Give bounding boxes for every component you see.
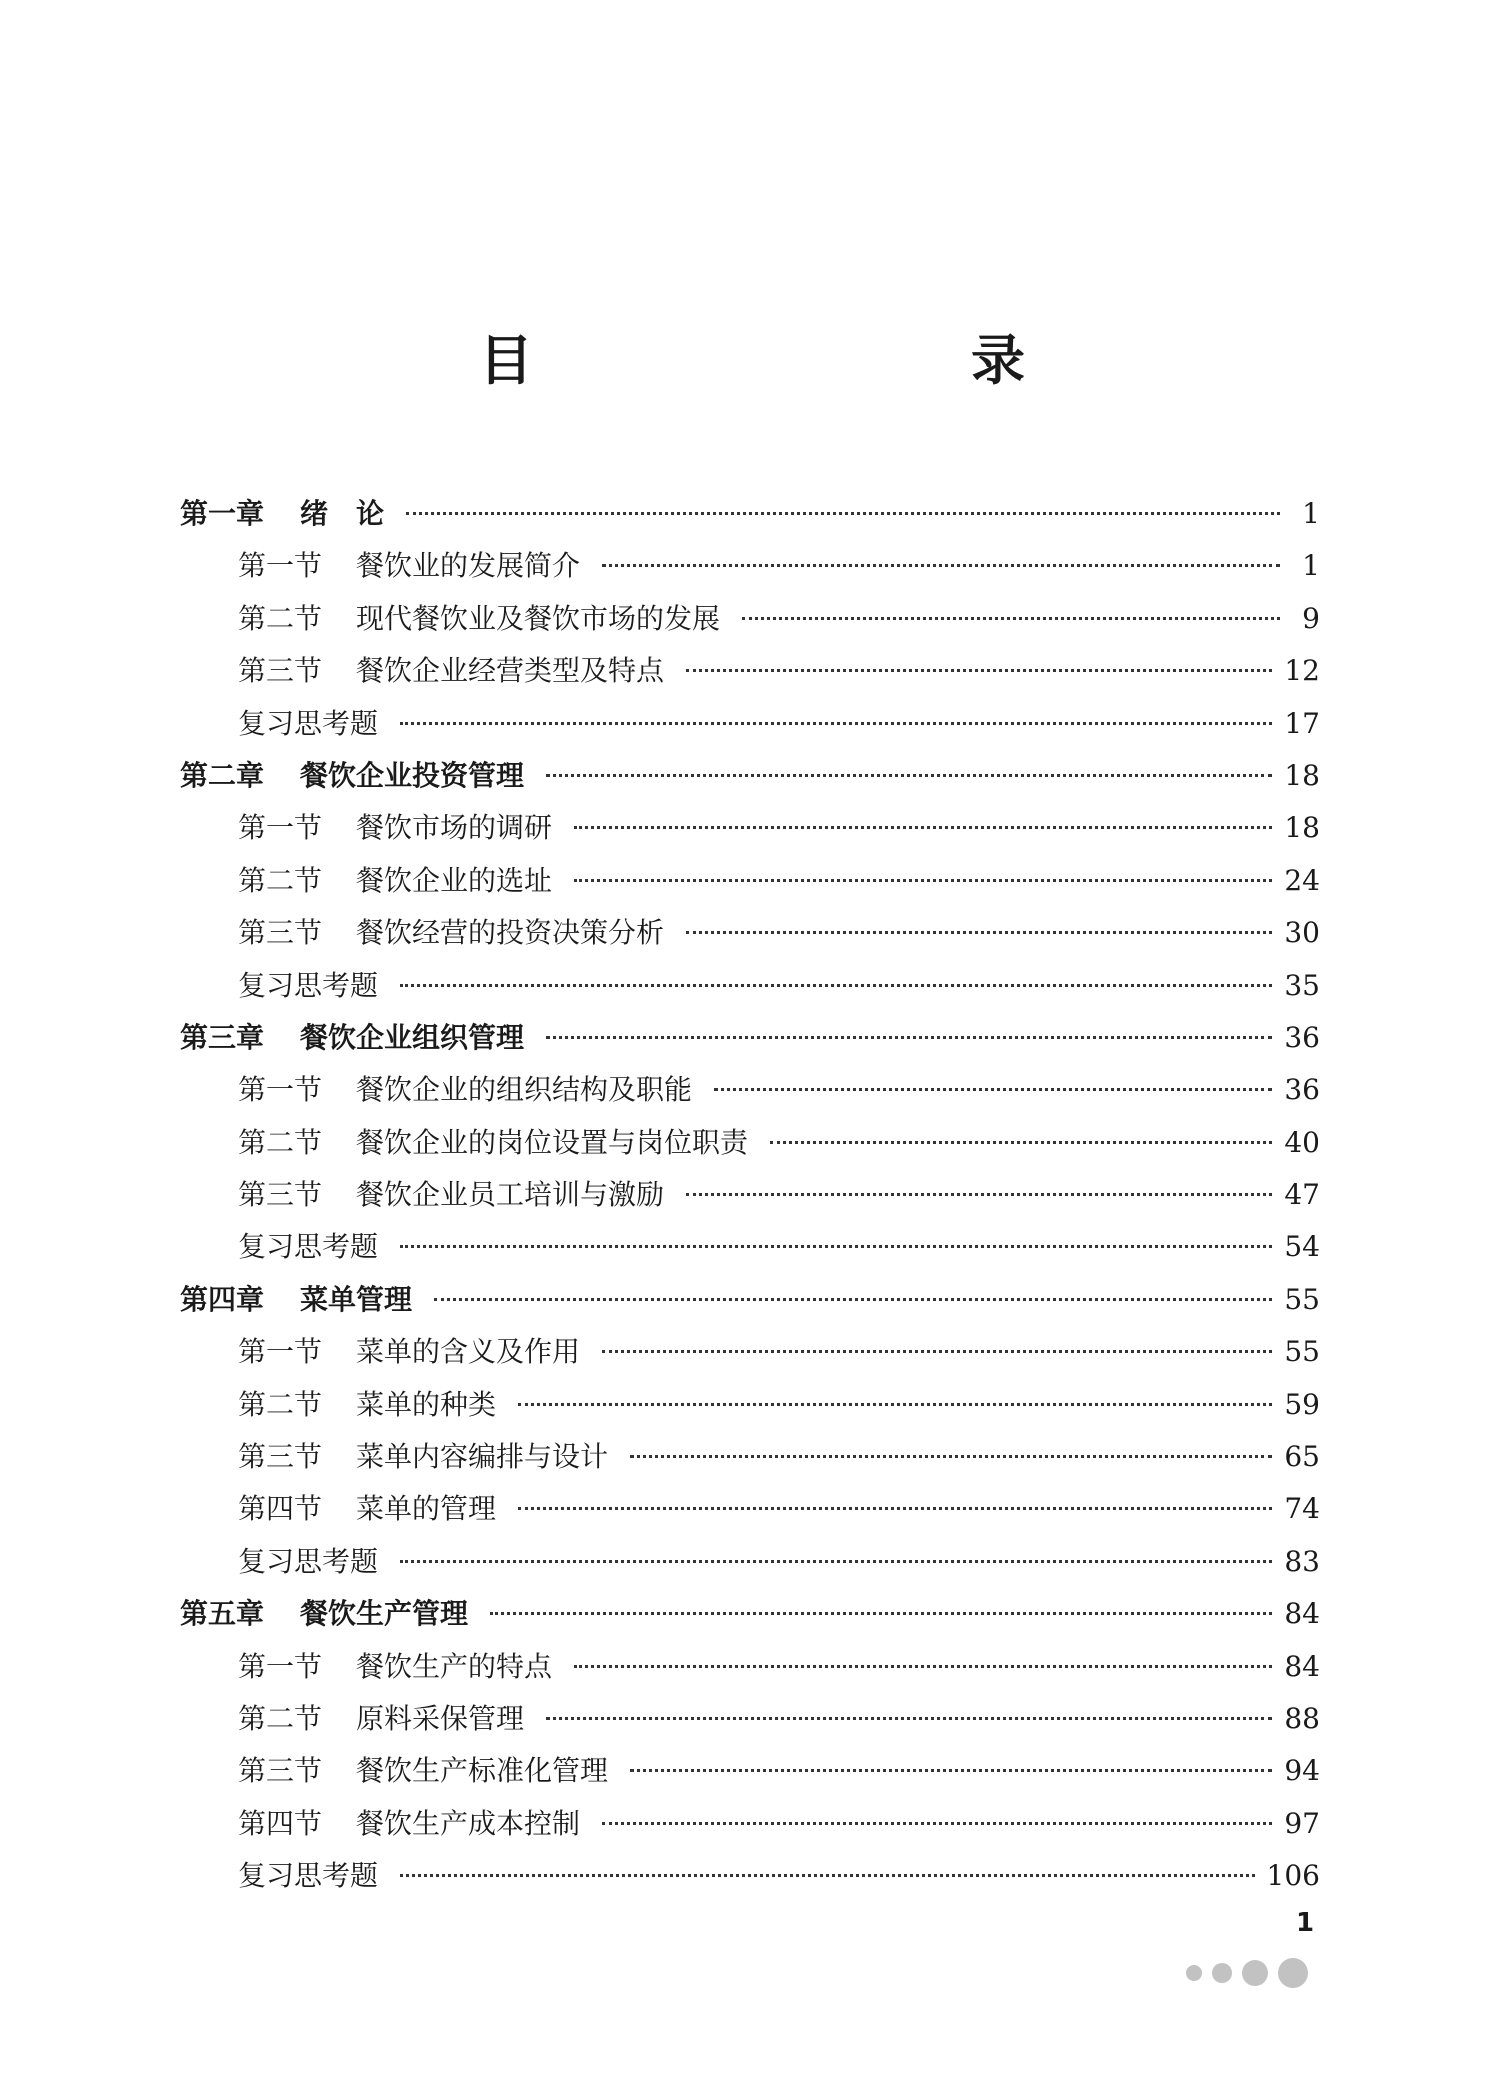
toc-chapter-row: [180, 754, 1320, 806]
dot-leader: [602, 564, 1280, 567]
toc-page-number: 59: [1284, 1387, 1320, 1421]
dot-leader: [630, 1455, 1272, 1458]
toc-entry-title: 餐饮生产成本控制: [356, 1806, 581, 1840]
toc-page-number: 30: [1284, 916, 1320, 950]
dot-leader: [400, 1560, 1272, 1563]
toc-section-row: [180, 806, 1320, 858]
toc-entry-number: 第二章: [180, 758, 265, 792]
toc-entry-title: 复习思考题: [238, 706, 379, 740]
decorative-dots: [1186, 1958, 1318, 1988]
toc-section-row: [180, 1330, 1320, 1382]
dot-leader: [546, 1036, 1272, 1039]
toc-entry-title: 原料采保管理: [356, 1701, 525, 1735]
toc-entry-number: 第五章: [180, 1597, 265, 1631]
toc-section-row: [180, 964, 1320, 1016]
toc-section-row: [180, 1383, 1320, 1435]
toc-page-number: 97: [1284, 1806, 1320, 1840]
toc-entry-number: 第三节: [238, 1440, 323, 1474]
toc-page-number: 106: [1266, 1859, 1320, 1893]
toc-section-row: [180, 1173, 1320, 1225]
dot-leader: [686, 669, 1272, 672]
dot-leader: [686, 1193, 1272, 1196]
dot-leader: [574, 879, 1272, 882]
toc-entry-title: 菜单内容编排与设计: [356, 1440, 609, 1474]
toc-page-number: 17: [1284, 706, 1320, 740]
toc-entry-number: 第三节: [238, 916, 323, 950]
toc-entry-title: 复习思考题: [238, 1544, 379, 1578]
toc-entry-title: 餐饮业的发展简介: [356, 549, 581, 583]
toc-entry-title: 餐饮生产管理: [300, 1597, 469, 1631]
dot-leader: [742, 617, 1280, 620]
dot-leader: [546, 774, 1272, 777]
toc-page-number: 47: [1284, 1178, 1320, 1212]
dot-leader: [686, 931, 1272, 934]
toc-page-number: 84: [1284, 1597, 1320, 1631]
toc-entry-title: 餐饮生产的特点: [356, 1649, 553, 1683]
toc-entry-number: 第四节: [238, 1806, 323, 1840]
toc-entry-title: 餐饮企业组织管理: [300, 1020, 525, 1054]
toc-page-number: 65: [1284, 1440, 1320, 1474]
toc-entry-number: 第三节: [238, 654, 323, 688]
toc-entry-title: 餐饮经营的投资决策分析: [356, 916, 665, 950]
toc-entry-number: 第二节: [238, 601, 323, 635]
toc-page-number: 94: [1284, 1754, 1320, 1788]
toc-entry-number: 第四章: [180, 1282, 265, 1316]
toc-section-row: [180, 1068, 1320, 1120]
toc-section-row: [180, 649, 1320, 701]
toc-page-number: 36: [1284, 1073, 1320, 1107]
toc-entry-number: 第三章: [180, 1020, 265, 1054]
toc-page-number: 12: [1284, 654, 1320, 688]
toc-page-number: 83: [1284, 1544, 1320, 1578]
toc-entry-number: 第一节: [238, 1073, 323, 1107]
dot-leader: [400, 1874, 1255, 1877]
toc-entry-title: 复习思考题: [238, 1230, 379, 1264]
toc-entry-number: 第二节: [238, 1701, 323, 1735]
decor-dot: [1212, 1963, 1232, 1983]
toc-page-number: 18: [1284, 758, 1320, 792]
dot-leader: [602, 1822, 1272, 1825]
toc-chapter-row: [180, 1016, 1320, 1068]
toc-entry-title: 复习思考题: [238, 1859, 379, 1893]
toc-entry-number: 第一章: [180, 497, 265, 530]
toc-entry-title: 餐饮企业投资管理: [300, 758, 525, 792]
toc-page-number: 74: [1284, 1492, 1320, 1526]
decor-dot: [1278, 1958, 1308, 1988]
dot-leader: [770, 1141, 1272, 1144]
toc-section-row: [180, 1645, 1320, 1697]
toc-section-row: [180, 1802, 1320, 1854]
toc-entry-title: 菜单的管理: [356, 1492, 497, 1526]
dot-leader: [400, 722, 1272, 725]
toc-entry-number: 第三节: [238, 1178, 323, 1212]
dot-leader: [518, 1507, 1272, 1510]
dot-leader: [714, 1088, 1272, 1091]
dot-leader: [400, 984, 1272, 987]
toc-entry-number: 第二节: [238, 1387, 323, 1421]
toc-page-number: 55: [1284, 1335, 1320, 1369]
toc-entry-number: 第二节: [238, 863, 323, 897]
toc-entry-title: 菜单的种类: [356, 1387, 497, 1421]
toc-entry-number: 第一节: [238, 549, 323, 583]
toc-page-number: 36: [1284, 1020, 1320, 1054]
toc-entry-number: 第一节: [238, 1335, 323, 1369]
toc-entry-title: 菜单管理: [300, 1282, 413, 1316]
page-title: 目 录: [479, 329, 1135, 392]
toc-entry-number: 第一节: [238, 811, 323, 845]
toc-entry-title: 餐饮生产标准化管理: [356, 1754, 609, 1788]
toc-chapter-row: [180, 492, 1320, 544]
toc-section-row: [180, 1487, 1320, 1539]
toc-entry-number: 第二节: [238, 1125, 323, 1159]
toc-entry-title: 餐饮企业的选址: [356, 863, 553, 897]
toc-page-number: 18: [1284, 811, 1320, 845]
toc-section-row: [180, 859, 1320, 911]
table-of-contents: [180, 492, 1320, 1907]
dot-leader: [574, 826, 1272, 829]
dot-leader: [602, 1350, 1272, 1353]
toc-section-row: [180, 544, 1320, 596]
dot-leader: [434, 1298, 1272, 1301]
dot-leader: [400, 1245, 1272, 1248]
toc-entry-title: 复习思考题: [238, 968, 379, 1002]
toc-entry-title: 餐饮市场的调研: [356, 811, 553, 845]
dot-leader: [518, 1403, 1272, 1406]
toc-page-number: 88: [1284, 1701, 1320, 1735]
toc-section-row: [180, 1540, 1320, 1592]
toc-page-number: 55: [1284, 1282, 1320, 1316]
toc-section-row: [180, 1225, 1320, 1277]
toc-section-row: [180, 1697, 1320, 1749]
toc-entry-title: 餐饮企业的组织结构及职能: [356, 1073, 693, 1107]
toc-section-row: [180, 1854, 1320, 1906]
toc-page-number: 1: [1302, 497, 1320, 530]
decor-dot: [1242, 1960, 1268, 1986]
dot-leader: [630, 1769, 1272, 1772]
toc-entry-title: 餐饮企业员工培训与激励: [356, 1178, 665, 1212]
dot-leader: [406, 512, 1280, 515]
toc-entry-number: 第一节: [238, 1649, 323, 1683]
toc-entry-title: 餐饮企业经营类型及特点: [356, 654, 665, 688]
toc-entry-number: 第四节: [238, 1492, 323, 1526]
toc-page-number: 84: [1284, 1649, 1320, 1683]
toc-entry-title: 菜单的含义及作用: [356, 1335, 581, 1369]
dot-leader: [546, 1717, 1272, 1720]
toc-page-number: 54: [1284, 1230, 1320, 1264]
toc-page-number: 35: [1284, 968, 1320, 1002]
toc-entry-title: 绪 论: [300, 497, 385, 530]
decor-dot: [1186, 1965, 1202, 1981]
dot-leader: [490, 1612, 1272, 1615]
toc-entry-title: 现代餐饮业及餐饮市场的发展: [356, 601, 721, 635]
dot-leader: [574, 1665, 1272, 1668]
toc-section-row: [180, 597, 1320, 649]
toc-page-number: 9: [1302, 601, 1320, 635]
toc-chapter-row: [180, 1278, 1320, 1330]
toc-page-number: 1: [1302, 549, 1320, 583]
toc-entry-number: 第三节: [238, 1754, 323, 1788]
toc-section-row: [180, 1121, 1320, 1173]
page-number: 1: [1296, 1908, 1315, 1938]
toc-page-number: 24: [1284, 863, 1320, 897]
toc-entry-title: 餐饮企业的岗位设置与岗位职责: [356, 1125, 749, 1159]
toc-section-row: [180, 1435, 1320, 1487]
toc-section-row: [180, 1749, 1320, 1801]
toc-chapter-row: [180, 1592, 1320, 1644]
toc-section-row: [180, 702, 1320, 754]
toc-section-row: [180, 911, 1320, 963]
toc-page-number: 40: [1284, 1125, 1320, 1159]
